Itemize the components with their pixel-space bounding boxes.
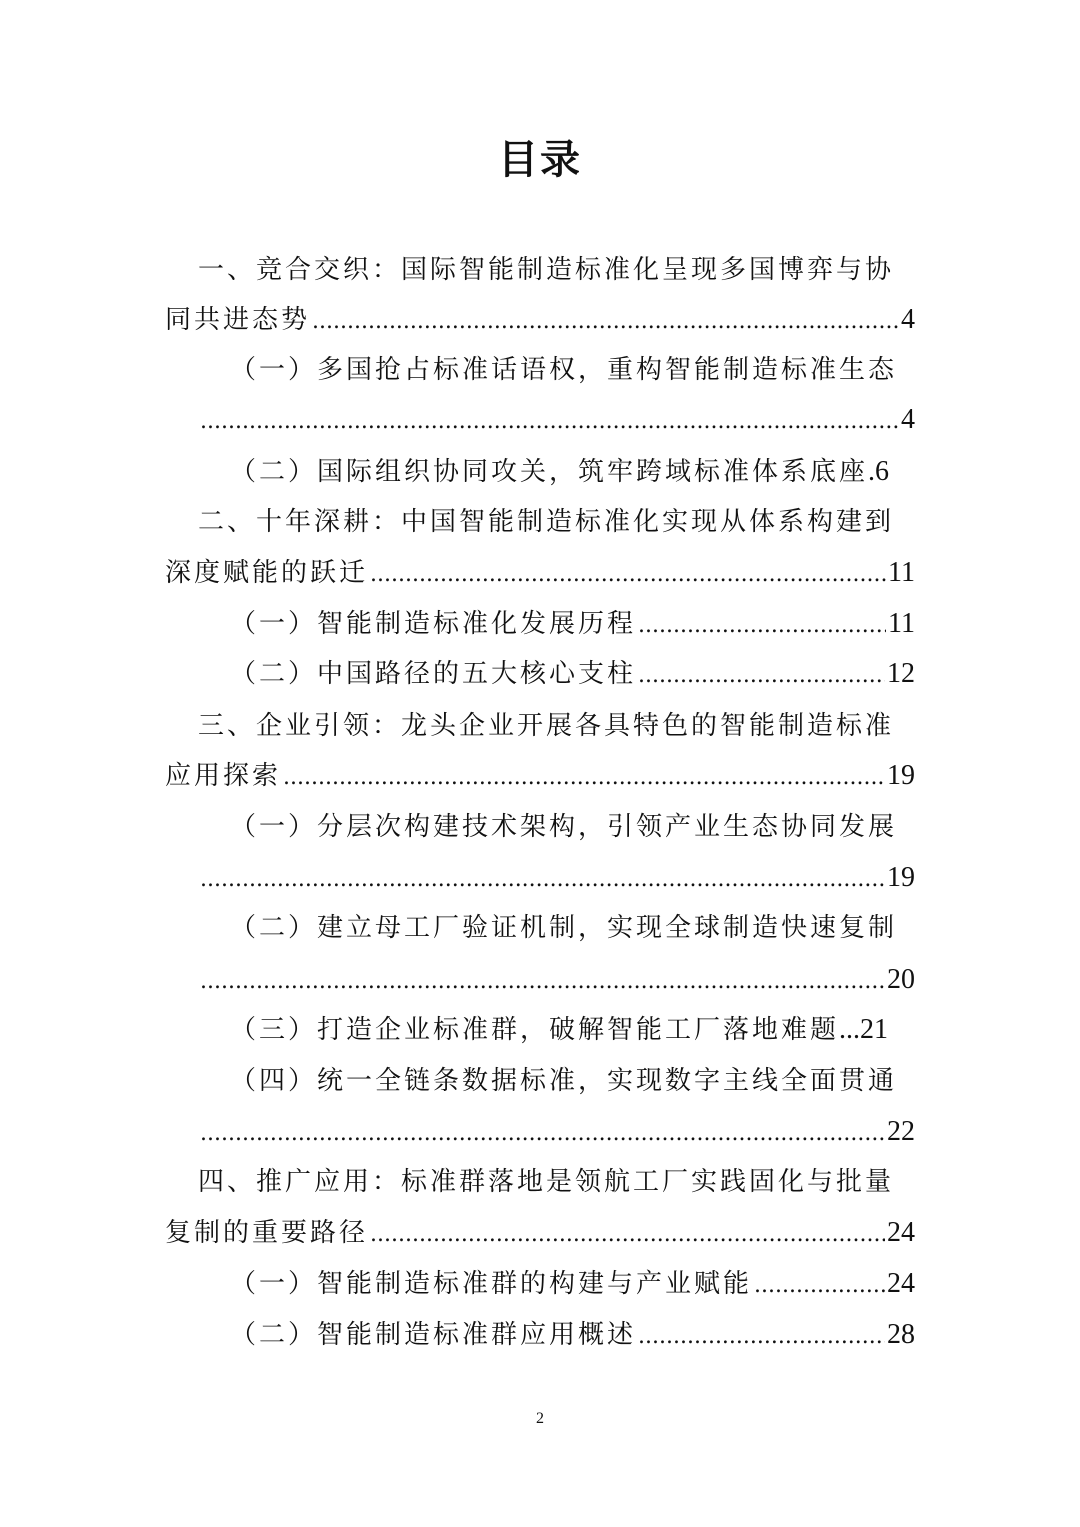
- toc-page-number: 19: [887, 862, 915, 893]
- dot-leader: [638, 654, 885, 698]
- toc-page-number: 24: [887, 1217, 915, 1248]
- toc-page-number: 22: [887, 1116, 915, 1147]
- toc-entry-section-3-2[interactable]: [165, 906, 915, 950]
- toc-entry-section-1-1-cont[interactable]: [165, 398, 915, 442]
- toc-entry-section-3-1-cont[interactable]: [165, 856, 915, 900]
- toc-entry-section-3-2-cont[interactable]: [165, 958, 915, 1002]
- toc-entry-text: 四、推广应用：标准群落地是领航工厂实践固化与批量: [198, 1167, 895, 1197]
- toc-entry-chapter-1-cont[interactable]: [165, 298, 915, 342]
- toc-entry-section-2-1[interactable]: [165, 602, 915, 646]
- toc-entry-text: （三）打造企业标准群，破解智能工厂落地难题: [230, 1015, 840, 1045]
- toc-entry-section-1-1[interactable]: [165, 348, 915, 392]
- toc-entry-chapter-4[interactable]: [165, 1160, 915, 1204]
- toc-entry-text: （一）多国抢占标准话语权，重构智能制造标准生态: [230, 355, 898, 385]
- toc-entry-text: （一）智能制造标准化发展历程: [230, 609, 637, 639]
- toc-page-number: 24: [887, 1268, 915, 1299]
- toc-entry-text: 深度赋能的跃迁: [165, 558, 369, 588]
- dot-leader: [312, 300, 899, 344]
- toc-entry-text: 应用探索: [165, 761, 282, 791]
- toc-entry-section-1-2[interactable]: [165, 450, 915, 494]
- toc-page-number: ...21: [839, 1014, 889, 1045]
- toc-entry-chapter-3-cont[interactable]: [165, 754, 915, 798]
- page-title: 目录: [498, 137, 582, 183]
- toc-entry-section-4-2[interactable]: [165, 1313, 915, 1357]
- toc-entry-text: （二）中国路径的五大核心支柱: [230, 659, 637, 689]
- toc-entry-chapter-3[interactable]: [165, 704, 915, 748]
- toc-entry-text: （一）智能制造标准群的构建与产业赋能: [230, 1269, 753, 1299]
- dot-leader: [638, 604, 886, 648]
- toc-page-number: 19: [887, 760, 915, 791]
- toc-entry-section-3-4-cont[interactable]: [165, 1110, 915, 1154]
- dot-leader: [200, 858, 885, 902]
- toc-entry-text: 复制的重要路径: [165, 1218, 369, 1248]
- toc-entry-chapter-4-cont[interactable]: [165, 1211, 915, 1255]
- toc-entry-text: （一）分层次构建技术架构，引领产业生态协同发展: [230, 812, 898, 842]
- toc-entry-text: 一、竞合交织：国际智能制造标准化呈现多国博弈与协: [198, 255, 895, 285]
- toc-entry-text: （二）智能制造标准群应用概述: [230, 1320, 637, 1350]
- toc-entry-chapter-1[interactable]: [165, 248, 915, 292]
- toc-entry-text: （二）建立母工厂验证机制，实现全球制造快速复制: [230, 913, 898, 943]
- toc-entry-section-3-1[interactable]: [165, 805, 915, 849]
- toc-page-number: 20: [887, 964, 915, 995]
- toc-entry-section-3-3[interactable]: [165, 1008, 915, 1052]
- toc-entry-text: （四）统一全链条数据标准，实现数字主线全面贯通: [230, 1066, 898, 1096]
- toc-entry-chapter-2-cont[interactable]: [165, 551, 915, 595]
- dot-leader: [200, 1112, 885, 1156]
- toc-entry-section-3-4[interactable]: [165, 1059, 915, 1103]
- dot-leader: [370, 1213, 885, 1257]
- dot-leader: [200, 960, 885, 1004]
- toc-entry-text: 二、十年深耕：中国智能制造标准化实现从体系构建到: [198, 507, 895, 537]
- dot-leader: [370, 553, 886, 597]
- toc-page-number: 12: [887, 658, 915, 689]
- toc-page-number: 11: [888, 608, 915, 639]
- toc-page-number: 4: [901, 304, 915, 335]
- dot-leader: [283, 756, 885, 800]
- toc-page-number: 11: [888, 557, 915, 588]
- footer-page-number: 2: [536, 1410, 544, 1427]
- dot-leader: [638, 1315, 885, 1359]
- toc-entry-chapter-2[interactable]: [165, 500, 915, 544]
- toc-entry-text: （二）国际组织协同攻关，筑牢跨域标准体系底座: [230, 457, 869, 487]
- toc-entry-text: 同共进态势: [165, 305, 311, 335]
- dot-leader: [754, 1264, 885, 1308]
- toc-entry-text: 三、企业引领：龙头企业开展各具特色的智能制造标准: [198, 711, 895, 741]
- toc-entry-section-2-2[interactable]: [165, 652, 915, 696]
- toc-page-number: 28: [887, 1319, 915, 1350]
- toc-entry-section-4-1[interactable]: [165, 1262, 915, 1306]
- toc-page-number: 4: [901, 404, 915, 435]
- dot-leader: [200, 400, 899, 444]
- toc-page-number: .6: [868, 456, 890, 487]
